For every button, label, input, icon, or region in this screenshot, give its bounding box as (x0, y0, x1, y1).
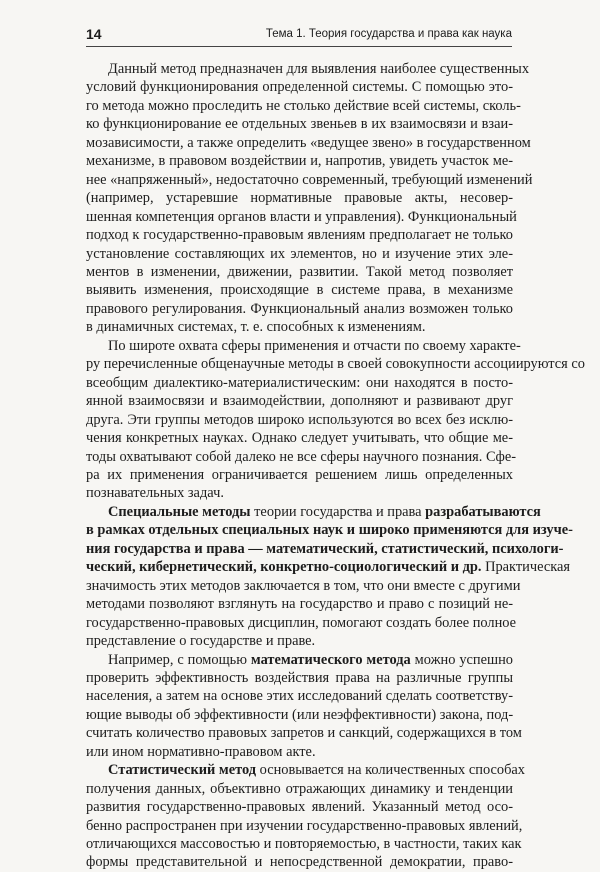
text-line: ющие выводы об эффективности (или неэффективности) закона, под- (86, 706, 514, 723)
term-mathematical-method: математического метода (250, 651, 411, 668)
text-line: механизме, в правовом воздействии и, напротив, увидеть участок ме- (86, 153, 513, 170)
paragraph-general-methods (86, 337, 585, 503)
running-title: Тема 1. Теория государства и права как наука (265, 28, 512, 40)
text-line: формы представительной и непосредственной демократии, право- (86, 854, 513, 871)
text-line: населения, а затем на основе этих исследований сделать соответству- (86, 688, 513, 705)
text-line: развития государственно-правовых явлений. Указанный метод осо- (86, 799, 513, 816)
paragraph-functional-method (86, 60, 533, 337)
text-line: (например, устаревшие нормативные правовые акты, несовер- (86, 190, 513, 207)
text-line: правового регулирования. Функциональный анализ возможен только (86, 300, 513, 317)
paragraph-special-methods (86, 503, 573, 651)
text-line: ру перечисленные общенаучные методы в своей совокупности ассоциируются со (86, 356, 585, 373)
text-line: познавательных задач. (86, 485, 224, 502)
text-line: методами позволяют взглянуть на государство и право с позиций не- (86, 596, 513, 613)
text-line: янной взаимосвязи и взаимодействии, дополняют и развивают друг (86, 393, 513, 410)
text-line: Статистический метод основывается на количественных способах (108, 762, 525, 779)
paragraph-statistical-method (86, 761, 525, 872)
text-line: получения данных, объективно отражающих динамику и тенденции (86, 780, 513, 797)
text-line: мозависимости, а также определить «ведущее звено» в государственном (86, 134, 531, 151)
text-line: всеобщим диалектико-материалистическим: они находятся в посто- (86, 374, 513, 391)
text-line: считать количество правовых запретов и санкций, содержащихся в том (86, 725, 522, 742)
text-line: выявить изменения, происходящие в системе права, в механизме (86, 282, 513, 299)
text-line: Данный метод предназначен для выявления наиболее существенных (108, 61, 530, 77)
text-line: чения конкретных науках. Однако следует учитывать, что общие ме- (86, 430, 513, 447)
text-line: ментов в изменении, движении, развитии. Такой метод позволяет (86, 263, 513, 280)
text-line: проверить эффективность воздействия права на различные группы (86, 669, 513, 686)
text-line: значимость этих методов заключается в том, что они вместе с другими (86, 577, 521, 594)
page-number: 14 (86, 26, 102, 42)
text-line: го метода можно проследить не столько действие всей системы, сколь- (86, 97, 521, 114)
text-line: друга. Эти группы методов широко используются во всех без исклю- (86, 411, 513, 428)
text-line: По широте охвата сферы применения и отчасти по своему характе- (108, 337, 521, 354)
text-line: отличающихся массовостью и повторяемостью, в частности, таких как (86, 836, 522, 853)
running-header (86, 28, 512, 47)
text-line: Специальные методы теории государства и права разрабатываются (108, 503, 541, 520)
page-body (86, 60, 585, 872)
paragraph-mathematical-method (86, 651, 522, 762)
text-line: бенно распространен при изучении государственно-правовых явлений, (86, 817, 523, 834)
text-line: подход к государственно-правовым явлениям предполагает не только (86, 227, 513, 244)
term-special-methods: Специальные методы (108, 503, 251, 520)
text-line: ра их применения ограничивается решением лишь определенных (86, 466, 513, 483)
text-line: условий функционирования определенной системы. С помощью это- (86, 79, 513, 96)
text-line: представление о государстве и праве. (86, 633, 316, 650)
text-line: ческий, кибернетический, конкретно-социологический и др. Практическая (86, 559, 570, 576)
text-line: ния государства и права — математический, статистический, психологи- (86, 540, 564, 557)
text-line: или ином нормативно-правовом акте. (86, 743, 316, 760)
text-line: Например, с помощью математического метода можно успешно (108, 651, 513, 668)
text-line: шенная компетенция органов власти и управления). Функциональный (86, 208, 517, 225)
term-statistical-method: Статистический метод (108, 762, 257, 779)
text-line: в динамичных системах, т. е. способных к изменениям. (86, 319, 426, 336)
text-line: в рамках отдельных специальных наук и широко применяются для изуче- (86, 522, 573, 539)
text-line: тоды охватывают собой далеко не все сферы научного познания. Сфе- (86, 448, 517, 465)
text-line: государственно-правовых дисциплин, помогают создать более полное (86, 614, 517, 631)
text-line: нее «напряженный», недостаточно современный, требующий изменений (86, 171, 533, 188)
text-line: установление составляющих их элементов, но и изучение этих эле- (86, 245, 513, 262)
text-line: ко функционирование ее отдельных звеньев в их взаимосвязи и взаи- (86, 116, 513, 133)
